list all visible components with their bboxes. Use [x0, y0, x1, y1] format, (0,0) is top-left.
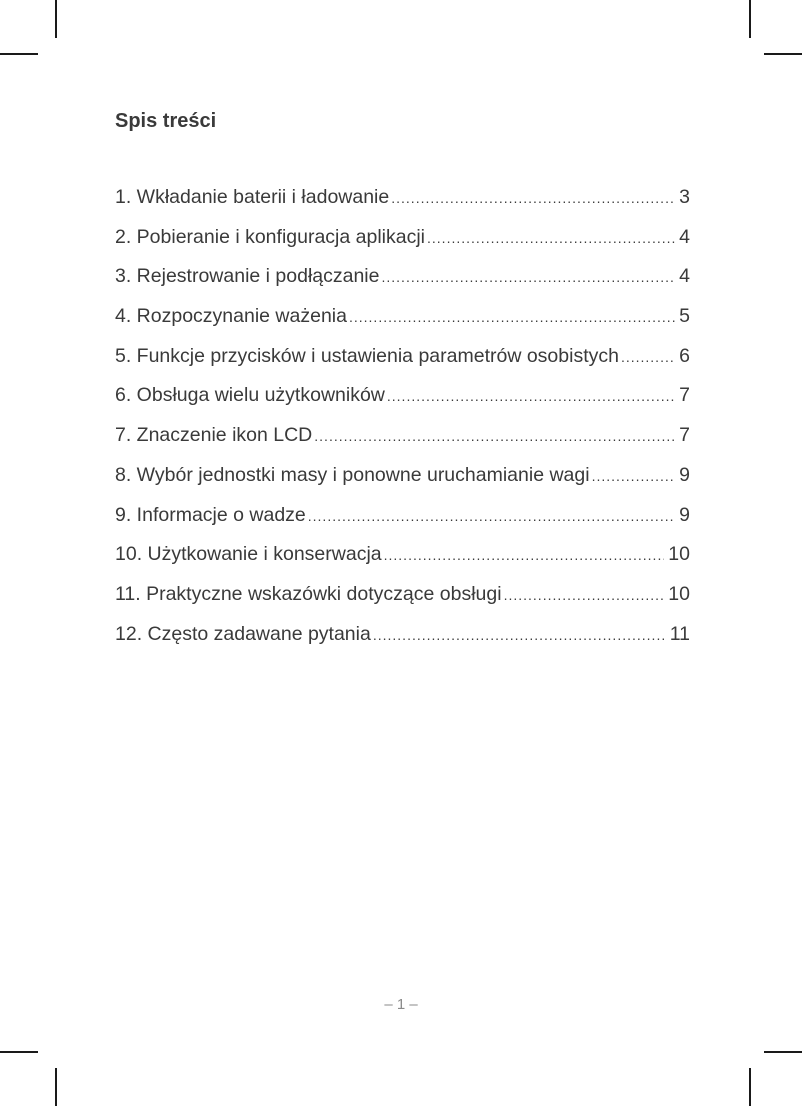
dot-leader [373, 627, 666, 643]
crop-mark [55, 0, 57, 38]
dot-leader [384, 547, 665, 563]
dot-leader [314, 428, 675, 444]
toc-entry-page: 4 [679, 265, 690, 288]
toc-entry[interactable] [115, 384, 690, 424]
dot-leader [391, 190, 675, 206]
toc-entry-page: 10 [668, 582, 690, 605]
toc-entry[interactable] [115, 504, 690, 544]
page-number: – 1 – [384, 996, 418, 1013]
toc-entry[interactable] [115, 226, 690, 266]
toc-entry[interactable] [115, 265, 690, 305]
toc-entry[interactable] [115, 583, 690, 623]
dot-leader [592, 468, 676, 484]
crop-mark [55, 1068, 57, 1106]
toc-entry-page: 9 [679, 463, 690, 486]
dot-leader [427, 230, 675, 246]
toc-entry-label: 8. Wybór jednostki masy i ponowne uruchamianie wagi [115, 463, 590, 486]
toc-entry-label: 9. Informacje o wadze [115, 503, 306, 526]
dot-leader [621, 349, 675, 365]
toc-entry[interactable] [115, 305, 690, 345]
dot-leader [504, 587, 665, 603]
toc-entry-label: 10. Użytkowanie i konserwacja [115, 543, 382, 566]
toc-entry[interactable] [115, 623, 690, 663]
page-title: Spis treści [115, 110, 217, 132]
toc-entry-label: 11. Praktyczne wskazówki dotyczące obsługi [115, 582, 502, 605]
toc-entry-page: 7 [679, 424, 690, 447]
toc-entry-label: 3. Rejestrowanie i podłączanie [115, 265, 380, 288]
crop-mark [749, 1068, 751, 1106]
toc-entry-label: 2. Pobieranie i konfiguracja aplikacji [115, 225, 426, 248]
crop-mark [764, 53, 802, 55]
toc-entry[interactable] [115, 543, 690, 583]
toc-entry-label: 6. Obsługa wielu użytkowników [115, 384, 385, 407]
toc-entry-page: 11 [669, 622, 690, 645]
toc-entry-page: 7 [679, 384, 690, 407]
toc-entry-page: 4 [679, 225, 690, 248]
toc-entry-label: 5. Funkcje przycisków i ustawienia parametrów osobistych [115, 344, 619, 367]
toc-entry-page: 6 [679, 344, 690, 367]
toc-entry-label: 4. Rozpoczynanie ważenia [115, 305, 347, 328]
table-of-contents [115, 186, 690, 662]
dot-leader [382, 269, 676, 285]
toc-entry-page: 10 [668, 543, 690, 566]
crop-mark [764, 1051, 802, 1053]
dot-leader [349, 309, 675, 325]
toc-entry[interactable] [115, 424, 690, 464]
toc-entry-page: 3 [679, 186, 690, 208]
toc-entry-label: 7. Znaczenie ikon LCD [115, 424, 313, 447]
crop-mark [0, 53, 38, 55]
toc-entry-label: 1. Wkładanie baterii i ładowanie [115, 186, 390, 208]
toc-entry-page: 9 [679, 503, 690, 526]
toc-entry[interactable] [115, 345, 690, 385]
dot-leader [308, 508, 675, 524]
toc-entry-page: 5 [679, 305, 690, 328]
toc-entry[interactable] [115, 186, 690, 226]
toc-entry-label: 12. Często zadawane pytania [115, 622, 371, 645]
crop-mark [0, 1051, 38, 1053]
crop-mark [749, 0, 751, 38]
toc-entry[interactable] [115, 464, 690, 504]
dot-leader [387, 388, 675, 404]
